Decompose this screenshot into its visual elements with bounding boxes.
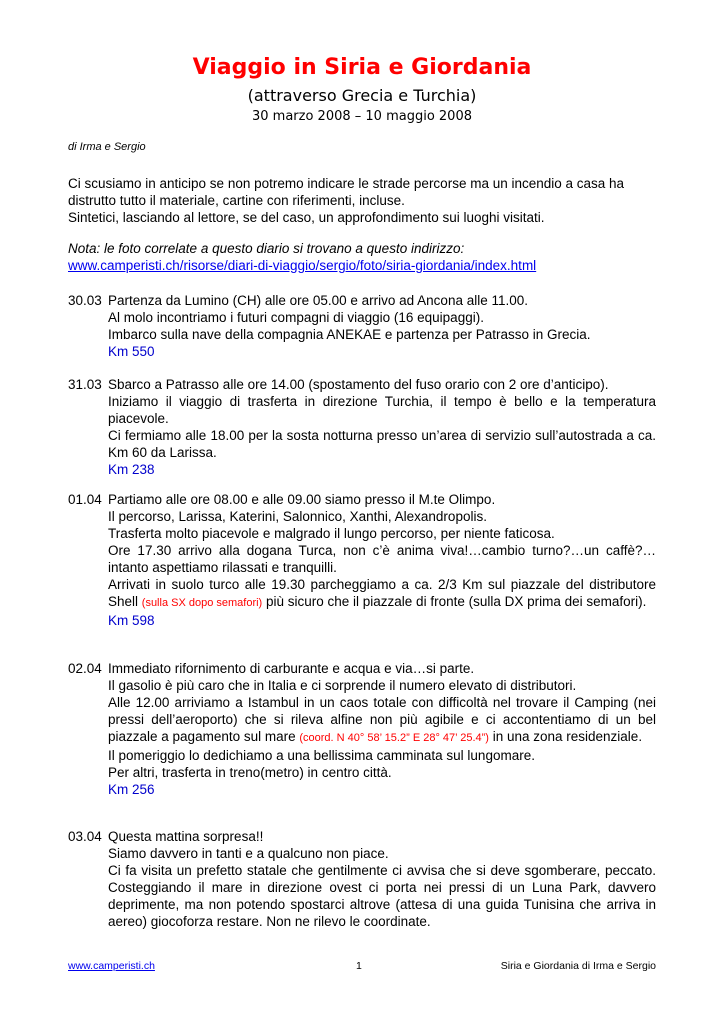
entry-line (108, 694, 656, 747)
note-text: Nota: le foto correlate a questo diario si trovano a questo indirizzo: (68, 241, 465, 256)
entry-km: Km 238 (108, 462, 155, 477)
entry-date: 03.04 (68, 829, 102, 844)
entry-date: 30.03 (68, 293, 102, 308)
entry-line: Per altri, trasferta in treno(metro) in centro città. (108, 765, 392, 780)
diary-entry (68, 660, 656, 798)
entry-text: più sicuro che il piazzale di fronte (sulla DX prima dei semafori). (262, 594, 647, 609)
entry-line: Trasferta molto piacevole e malgrado il lungo percorso, per niente faticosa. (108, 526, 555, 541)
document-subtitle: (attraverso Grecia e Turchia) (247, 86, 477, 105)
diary-entry (68, 828, 656, 930)
entry-text: in una zona residenziale. (488, 729, 643, 744)
diary-entry (68, 292, 656, 360)
entry-text: Arrivati in suolo turco alle 19.30 parcheggiamo a ca. 2/3 Km sul piazzale del distributore Shell (108, 577, 656, 609)
footer-title: Siria e Giordania di Irma e Sergio (500, 960, 656, 972)
entry-date: 31.03 (68, 377, 102, 392)
location-note: (sulla SX dopo semafori) (141, 597, 263, 609)
entry-km: Km 598 (108, 613, 155, 628)
author-line: di Irma e Sergio (68, 141, 146, 153)
entry-line: Ci fa visita un prefetto statale che gentilmente ci avvisa che si deve sgomberare, peccato. Costeggiando il mare in direzione ovest ci porta nei pressi di un Luna Park, davvero deprimente, ma non potendo spostarci altrove (attesa di una guida Tunisina che arriva in aereo) giocoforza restare. Non ne rilevo le coordinate. (108, 863, 656, 929)
entry-line: Iniziamo il viaggio di trasferta in direzione Turchia, il tempo è bello e la temperatura piacevole. (108, 394, 656, 426)
entry-date: 02.04 (68, 661, 102, 676)
entry-first-line: Questa mattina sorpresa!! (108, 829, 264, 844)
entry-first-line: Partiamo alle ore 08.00 e alle 09.00 siamo presso il M.te Olimpo. (108, 492, 496, 507)
footer-site-link[interactable]: www.camperisti.ch (68, 960, 155, 972)
diary-entry (68, 491, 656, 629)
entry-text: Alle 12.00 arriviamo a Istambul in un caos totale con difficoltà nel trovare il Camping (nei pressi dell’aeroporto) che si rileva alfine non più agibile e ci accontentiamo di un bel piazzale a pagamento sul mare (108, 695, 656, 744)
entry-line (108, 576, 656, 612)
page-number: 1 (356, 960, 362, 972)
entry-km: Km 550 (108, 344, 155, 359)
entry-line: Al molo incontriamo i futuri compagni di viaggio (16 equipaggi). (108, 310, 484, 325)
entry-line: Siamo davvero in tanti e a qualcuno non piace. (108, 846, 389, 861)
entry-line: Ore 17.30 arrivo alla dogana Turca, non c’è anima viva!…cambio turno?…un caffè?…intanto aspettiamo rilassati e tranquilli. (108, 543, 656, 575)
entry-line: Il pomeriggio lo dedichiamo a una bellissima camminata sul lungomare. (108, 748, 535, 763)
photo-link[interactable]: www.camperisti.ch/risorse/diari-di-viaggio/sergio/foto/siria-giordania/index.html (68, 258, 537, 273)
photo-note (68, 240, 656, 274)
entry-first-line: Partenza da Lumino (CH) alle ore 05.00 e arrivo ad Ancona alle 11.00. (108, 293, 529, 308)
intro-paragraph: Sintetici, lasciando al lettore, se del caso, un approfondimento sui luoghi visitati. (68, 210, 545, 225)
entry-line: Il gasolio è più caro che in Italia e ci sorprende il numero elevato di distributori. (108, 678, 577, 693)
document-dates: 30 marzo 2008 – 10 maggio 2008 (252, 109, 472, 124)
coordinates-note: (coord. N 40° 58’ 15.2” E 28° 47’ 25.4”) (299, 732, 489, 744)
diary-entry (68, 376, 656, 478)
intro-section (68, 175, 656, 226)
entry-km: Km 256 (108, 782, 155, 797)
entry-first-line: Sbarco a Patrasso alle ore 14.00 (spostamento del fuso orario con 2 ore d’anticipo). (108, 377, 609, 392)
entry-line: Imbarco sulla nave della compagnia ANEKAE e partenza per Patrasso in Grecia. (108, 327, 591, 342)
entry-line: Ci fermiamo alle 18.00 per la sosta notturna presso un’area di servizio sull’autostrada a ca. Km 60 da Larissa. (108, 428, 656, 460)
entry-line: Il percorso, Larissa, Katerini, Salonnico, Xanthi, Alexandropolis. (108, 509, 487, 524)
document-title: Viaggio in Siria e Giordania (192, 55, 532, 80)
entry-date: 01.04 (68, 492, 102, 507)
entry-first-line: Immediato rifornimento di carburante e acqua e via…si parte. (108, 661, 475, 676)
intro-paragraph: Ci scusiamo in anticipo se non potremo indicare le strade percorse ma un incendio a casa ha distrutto tutto il materiale, cartine con riferimenti, incluse. (68, 176, 625, 208)
